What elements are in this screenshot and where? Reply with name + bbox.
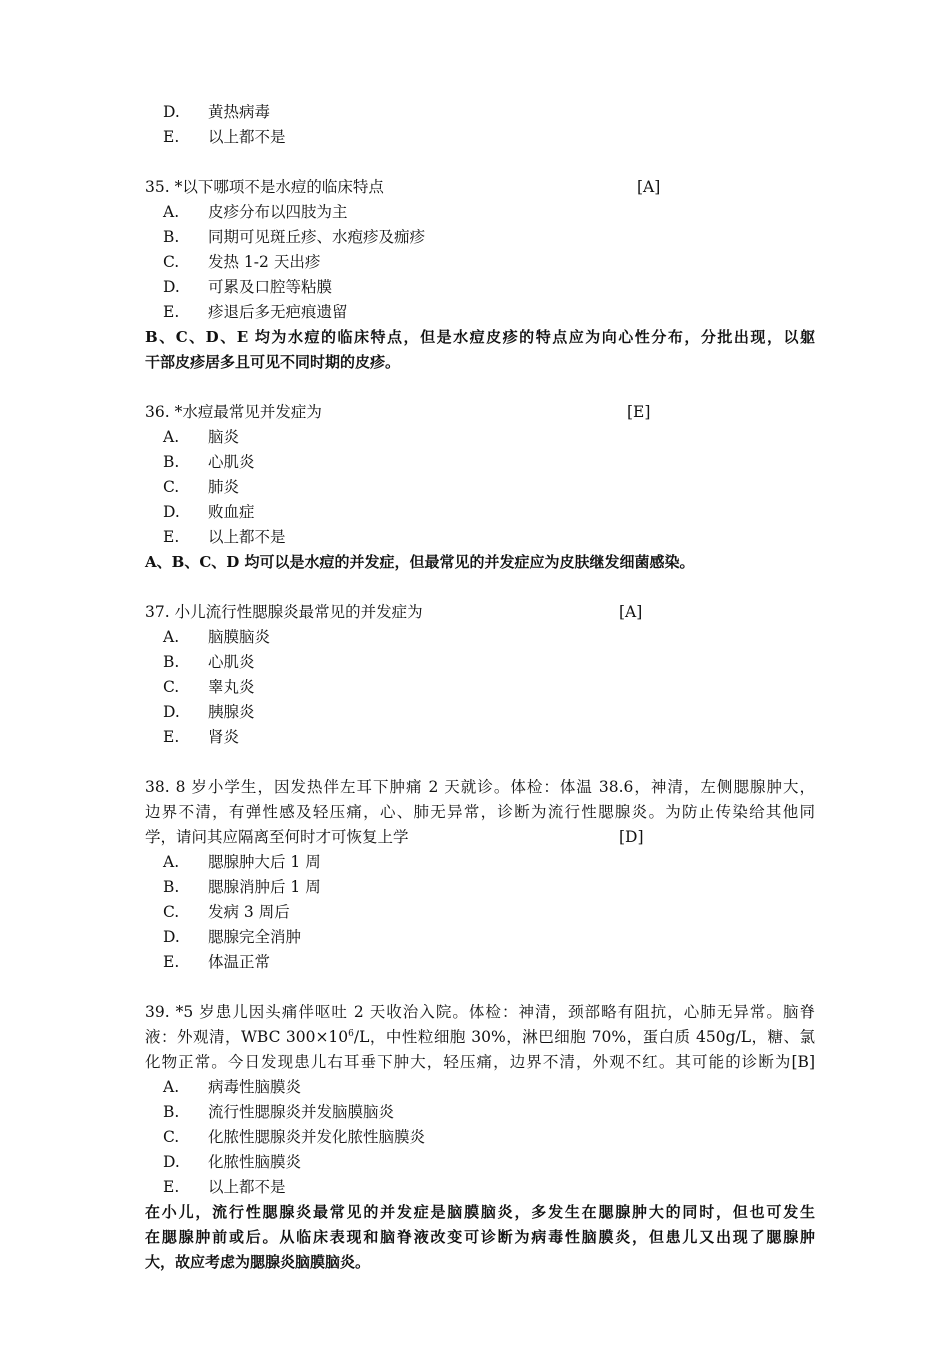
q35-explanation-line: B、C、D、E 均为水痘的临床特点，但是水痘皮疹的特点应为向心性分布，分批出现，以躯 xyxy=(145,328,815,346)
q37-question xyxy=(145,600,815,625)
q39-explanation-line: 在小儿，流行性腮腺炎最常见的并发症是脑膜脑炎，多发生在腮腺肿大的同时，但也可发生 xyxy=(145,1203,815,1221)
question-stem: 35. *以下哪项不是水痘的临床特点 xyxy=(145,178,384,196)
answer-key: [A] xyxy=(619,603,643,621)
q36-question xyxy=(145,400,815,425)
q38-question-line: 38. 8 岁小学生，因发热伴左耳下肿痛 2 天就诊。体检：体温 38.6，神清，左侧腮腺肿大， xyxy=(145,778,815,796)
q39-question-line: 液：外观清，WBC $300\times 10^6/L$，中性粒细胞 30%，淋巴细胞 70%，蛋白质 450g/L，糖、氯 xyxy=(145,1028,815,1046)
q38-question-line xyxy=(145,825,815,850)
q38-question-line: 边界不清，有弹性感及轻压痛，心、肺无异常，诊断为流行性腮腺炎。为防止传染给其他同 xyxy=(145,803,815,821)
q39-question-line: 化物正常。今日发现患儿右耳垂下肿大，轻压痛，边界不清，外观不红。其可能的诊断为[B] xyxy=(145,1053,815,1071)
answer-key: [E] xyxy=(627,403,651,421)
q39-question-line: 39. *5 岁患儿因头痛伴呕吐 2 天收治入院。体检：神清，颈部略有阻抗，心肺无异常。脑脊 xyxy=(145,1003,815,1021)
q36-explanation-line: A、B、C、D 均可以是水痘的并发症，但最常见的并发症应为皮肤继发细菌感染。 xyxy=(145,553,695,571)
q35-explanation-line: 干部皮疹居多且可见不同时期的皮疹。 xyxy=(145,353,401,371)
answer-key: [D] xyxy=(619,828,644,846)
question-stem: 36. *水痘最常见并发症为 xyxy=(145,403,322,421)
q35-question xyxy=(145,175,815,200)
answer-key: [A] xyxy=(637,178,661,196)
q39-explanation-line: 大，故应考虑为腮腺炎脑膜脑炎。 xyxy=(145,1253,371,1271)
question-stem: 学，请问其应隔离至何时才可恢复上学 xyxy=(145,828,409,846)
question-stem: 37. 小儿流行性腮腺炎最常见的并发症为 xyxy=(145,603,423,621)
q39-explanation-line: 在腮腺肿前或后。从临床表现和脑脊液改变可诊断为病毒性脑膜炎，但患儿又出现了腮腺肿 xyxy=(145,1228,815,1246)
